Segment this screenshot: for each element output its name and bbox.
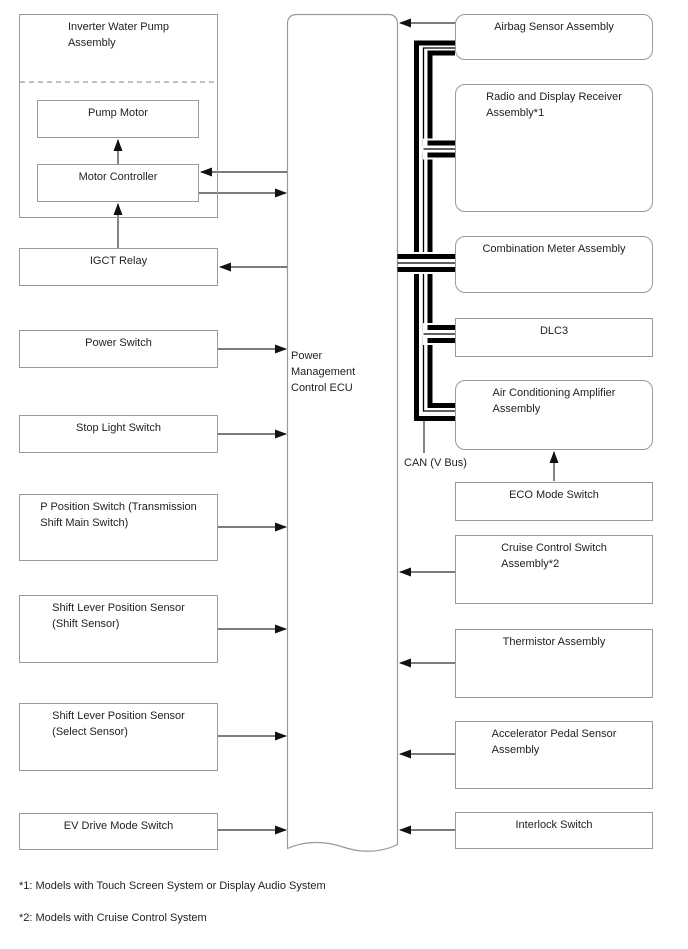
node-label: Stop Light Switch <box>76 422 161 434</box>
node-label: Control ECU <box>291 382 353 394</box>
node-cruise-control-switch-assembly <box>455 535 653 604</box>
node-label: Assembly <box>492 403 541 415</box>
node-igct-relay <box>19 248 218 286</box>
node-shift-lever-position-sensor-select <box>19 703 218 771</box>
node-label: P Position Switch (Transmission <box>40 501 197 513</box>
node-label: Radio and Display Receiver <box>486 91 622 103</box>
node-label: Cruise Control Switch <box>501 542 607 554</box>
node-radio-display-receiver-assembly <box>455 84 653 212</box>
node-label: Thermistor Assembly <box>502 636 606 648</box>
footnote-2: *2: Models with Cruise Control System <box>19 912 207 924</box>
footnote-1: *1: Models with Touch Screen System or Display Audio System <box>19 880 326 892</box>
node-label: ECO Mode Switch <box>509 489 599 501</box>
can-bus-label: CAN (V Bus) <box>404 457 467 469</box>
node-label: Pump Motor <box>88 107 148 119</box>
node-label: Airbag Sensor Assembly <box>494 21 614 33</box>
node-label: Combination Meter Assembly <box>482 243 626 255</box>
node-label: Assembly*2 <box>501 558 560 570</box>
node-shift-lever-position-sensor-shift <box>19 595 218 663</box>
node-label: Assembly <box>67 37 116 49</box>
node-label: (Shift Sensor) <box>52 618 120 630</box>
node-label: Management <box>291 366 356 378</box>
node-ev-drive-mode-switch <box>19 813 218 850</box>
can-branch-combination-meter-ecu <box>398 257 456 270</box>
node-label: Power <box>291 350 323 362</box>
node-label: EV Drive Mode Switch <box>63 820 174 832</box>
node-label: Accelerator Pedal Sensor <box>491 728 617 740</box>
node-power-management-control-ecu-shape <box>288 15 398 852</box>
node-power-management-control-ecu-label <box>291 348 355 396</box>
node-label: Interlock Switch <box>515 819 593 831</box>
node-pump-motor <box>37 100 199 138</box>
node-label: IGCT Relay <box>89 255 148 267</box>
node-stop-light-switch <box>19 415 218 453</box>
node-label: Shift Main Switch) <box>40 517 129 529</box>
node-label: Motor Controller <box>78 171 158 183</box>
node-airbag-sensor-assembly <box>455 14 653 60</box>
can-branch-dlc3 <box>421 328 455 341</box>
node-dlc3 <box>455 318 653 357</box>
node-label: Air Conditioning Amplifier <box>492 387 616 399</box>
node-motor-controller <box>37 164 199 202</box>
node-interlock-switch <box>455 812 653 849</box>
node-eco-mode-switch <box>455 482 653 521</box>
node-label: (Select Sensor) <box>52 726 128 738</box>
node-label: Power Switch <box>85 337 152 349</box>
node-label: Assembly*1 <box>486 107 545 119</box>
node-accelerator-pedal-sensor-assembly <box>455 721 653 789</box>
node-label: Inverter Water Pump <box>67 21 170 33</box>
node-power-switch <box>19 330 218 368</box>
node-p-position-switch <box>19 494 218 561</box>
node-thermistor-assembly <box>455 629 653 698</box>
node-label: Assembly <box>491 744 540 756</box>
node-air-conditioning-amplifier-assembly <box>455 380 653 450</box>
node-combination-meter-assembly <box>455 236 653 293</box>
node-label: Shift Lever Position Sensor <box>52 602 185 614</box>
node-label: Shift Lever Position Sensor <box>52 710 185 722</box>
can-branch-radio <box>421 143 455 155</box>
node-label: DLC3 <box>539 325 569 337</box>
can-bus-lines <box>398 43 456 453</box>
